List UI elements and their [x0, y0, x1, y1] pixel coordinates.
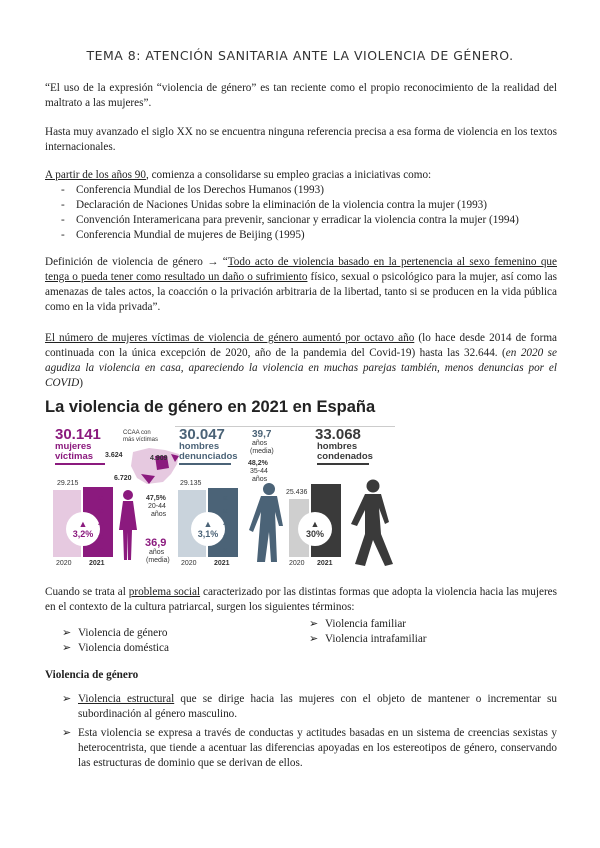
- terms-column-1: [45, 626, 305, 656]
- up-arrow-icon: ▲: [310, 519, 320, 529]
- women-age-pct: 47,5%: [146, 495, 166, 502]
- svg-text:50: 50: [98, 509, 104, 515]
- men-mean-unit: años: [252, 440, 268, 447]
- convicted-prev-value: 25.436: [286, 489, 308, 496]
- year-2020-convicted: 2020: [289, 560, 305, 567]
- victims-italic: en 2020 se agudiza la violencia en casa, apareciendo la violencia en muchas parejas también, menos denuncias por el COVID: [45, 347, 557, 389]
- men-mean-age: 39,7: [252, 429, 272, 440]
- women-underline: [55, 463, 105, 465]
- list-item: - Conferencia Mundial de mujeres de Beijing (1995): [45, 228, 557, 243]
- victims-close: ): [79, 377, 83, 389]
- arrow-bullet-icon: ➢: [309, 618, 319, 630]
- definition-rest: físico, sexual o psicológico para la mujer, así como las amenazas de tales actos, la coacción o la privación arbitraria de la libertad, tanto si se producen en la vida pública como en la vida privada”.: [45, 271, 557, 313]
- man-walking-silhouette-icon: [341, 478, 401, 568]
- women-label-2: víctimas: [55, 451, 94, 462]
- infographic-title: La violencia de género en 2021 en España: [45, 398, 376, 416]
- men-pct: 3,1%: [197, 529, 219, 539]
- definition-paragraph: [45, 255, 557, 315]
- arrow-bullet-icon: ➢: [62, 642, 72, 654]
- initiatives-intro: , comienza a consolidarse su empleo gracias a iniciativas como:: [145, 169, 432, 181]
- men-age-range: 35-44: [250, 468, 268, 475]
- men-age-pct: 48,2%: [248, 460, 268, 467]
- list-item: [45, 692, 557, 722]
- arrow-bullet-icon: ➢: [309, 633, 319, 645]
- region-value-1: 3.624: [105, 452, 123, 459]
- svg-text:50: 50: [223, 509, 229, 515]
- women-age-range: 20-44: [148, 503, 166, 510]
- women-mean-unit: años: [149, 549, 165, 556]
- up-arrow-icon: ▲: [78, 519, 88, 529]
- women-prev-value: 29.215: [57, 480, 79, 487]
- year-2021-convicted: 2021: [317, 560, 333, 567]
- men-prev-value: 29.135: [180, 480, 202, 487]
- list-item: [45, 626, 305, 641]
- men-label-1: hombres: [179, 441, 220, 452]
- definition-lead: Definición de violencia de género → “: [45, 256, 228, 268]
- convicted-pct-circle: [298, 512, 332, 546]
- year-2020-women: 2020: [56, 560, 72, 567]
- men-underline: [179, 463, 231, 465]
- list-item: - Conferencia Mundial de los Derechos Humanos (1993): [45, 183, 557, 198]
- list-item: [292, 617, 552, 632]
- region-value-2: 4.909: [150, 455, 168, 462]
- women-victims-value: 30.141: [55, 426, 101, 443]
- list-item: [45, 726, 557, 771]
- woman-silhouette-icon: [115, 488, 141, 563]
- list-item: - Declaración de Naciones Unidas sobre la eliminación de la violencia contra la mujer (1993): [45, 198, 557, 213]
- social-lead: Cuando se trata al: [45, 586, 129, 598]
- initiatives-list: [45, 183, 557, 243]
- svg-text:30: 30: [98, 535, 104, 541]
- svg-text:60: 60: [223, 496, 229, 502]
- year-2020-men: 2020: [181, 560, 197, 567]
- arrow-bullet-icon: ➢: [62, 727, 72, 739]
- svg-text:30: 30: [223, 535, 229, 541]
- initiatives-paragraph: [45, 168, 557, 243]
- social-paragraph: [45, 585, 557, 615]
- year-2021-women: 2021: [89, 560, 105, 567]
- convicted-underline: [317, 463, 369, 465]
- decade-link-text: A partir de los años 90: [45, 169, 146, 181]
- men-pct-circle: [191, 512, 225, 546]
- svg-text:20: 20: [98, 548, 104, 554]
- convicted-pct: 30%: [305, 529, 324, 539]
- men-mean-label: (media): [250, 448, 274, 455]
- women-mean-age: 36,9: [145, 537, 167, 549]
- list-item: [292, 632, 552, 647]
- term-label: Violencia familiar: [325, 618, 407, 630]
- svg-text:20: 20: [223, 548, 229, 554]
- definition-underlined: Todo acto de violencia basado en la pertenencia al sexo femenino que tenga o pueda tener como resultado un daño o sufrimiento: [45, 256, 557, 283]
- region-value-3: 6.720: [114, 475, 132, 482]
- arrow-bullet-icon: ➢: [62, 627, 72, 639]
- svg-text:40: 40: [98, 522, 104, 528]
- expression-text: Esta violencia se expresa a través de conductas y actitudes basadas en un sistema de creencias sexistas y heterocentrista, que tiende a acentuar las diferencias apoyadas en los estereotipos de género, conservando las estructuras de dominio que se derivan de ellos.: [78, 727, 557, 769]
- victims-underlined: El número de mujeres víctimas de violencia de género aumentó por octavo año: [45, 332, 415, 344]
- convicted-label-1: hombres: [317, 441, 358, 452]
- quote-paragraph: “El uso de la expresión “violencia de género” es tan reciente como el propio reconocimiento de la realidad del maltrato a las mujeres”.: [45, 82, 557, 109]
- women-pct-circle: [66, 512, 100, 546]
- men-age-unit: años: [252, 476, 268, 483]
- structural-underlined: Violencia estructural: [78, 693, 175, 705]
- convicted-label-2: condenados: [317, 451, 373, 462]
- arrow-bullet-icon: ➢: [62, 693, 72, 705]
- men-denounced-value: 30.047: [179, 426, 225, 443]
- victims-rest: (lo hace desde 2014 de forma continuada con la única excepción de 2020, año de la pandemia del Covid-19) hasta las 32.644. (: [45, 332, 557, 359]
- ccaa-label: CCAA con más víctimas: [123, 430, 159, 443]
- women-mean-label: (media): [146, 557, 170, 564]
- women-age-unit: años: [151, 511, 167, 518]
- victims-paragraph: [45, 331, 557, 391]
- history-paragraph: Hasta muy avanzado el siglo XX no se encuentra ninguna referencia precisa a esa forma de violencia en los textos internacionales.: [45, 126, 557, 153]
- section-heading: Violencia de género: [45, 669, 139, 681]
- term-label: Violencia doméstica: [78, 642, 169, 654]
- term-label: Violencia de género: [78, 627, 168, 639]
- women-pct: 3,2%: [72, 529, 94, 539]
- man-silhouette-icon: [245, 482, 291, 564]
- vg-bullets: [45, 692, 557, 771]
- page-title: TEMA 8: ATENCIÓN SANITARIA ANTE LA VIOLENCIA DE GÉNERO.: [86, 48, 514, 63]
- men-label-2: denunciados: [179, 451, 238, 462]
- social-underlined: problema social: [128, 586, 201, 598]
- structural-rest: que se dirige hacia las mujeres con el objeto de mantener o incrementar su subordinación al género masculino.: [78, 693, 558, 720]
- up-arrow-icon: ▲: [203, 519, 213, 529]
- infographic: [45, 400, 557, 575]
- term-label: Violencia intrafamiliar: [325, 633, 427, 645]
- svg-text:60: 60: [98, 496, 104, 502]
- women-label-1: mujeres: [55, 441, 92, 452]
- convicted-value: 33.068: [315, 426, 361, 443]
- svg-text:40: 40: [223, 522, 229, 528]
- social-rest: caracterizado por las distintas formas que adopta la violencia hacia las mujeres en el contexto de la cultura patriarcal, surgen los siguientes términos:: [45, 586, 557, 613]
- terms-column-2: [292, 617, 552, 647]
- list-item: - Convención Interamericana para prevenir, sancionar y erradicar la violencia contra la mujer (1994): [45, 213, 557, 228]
- list-item: [45, 641, 305, 656]
- year-2021-men: 2021: [214, 560, 230, 567]
